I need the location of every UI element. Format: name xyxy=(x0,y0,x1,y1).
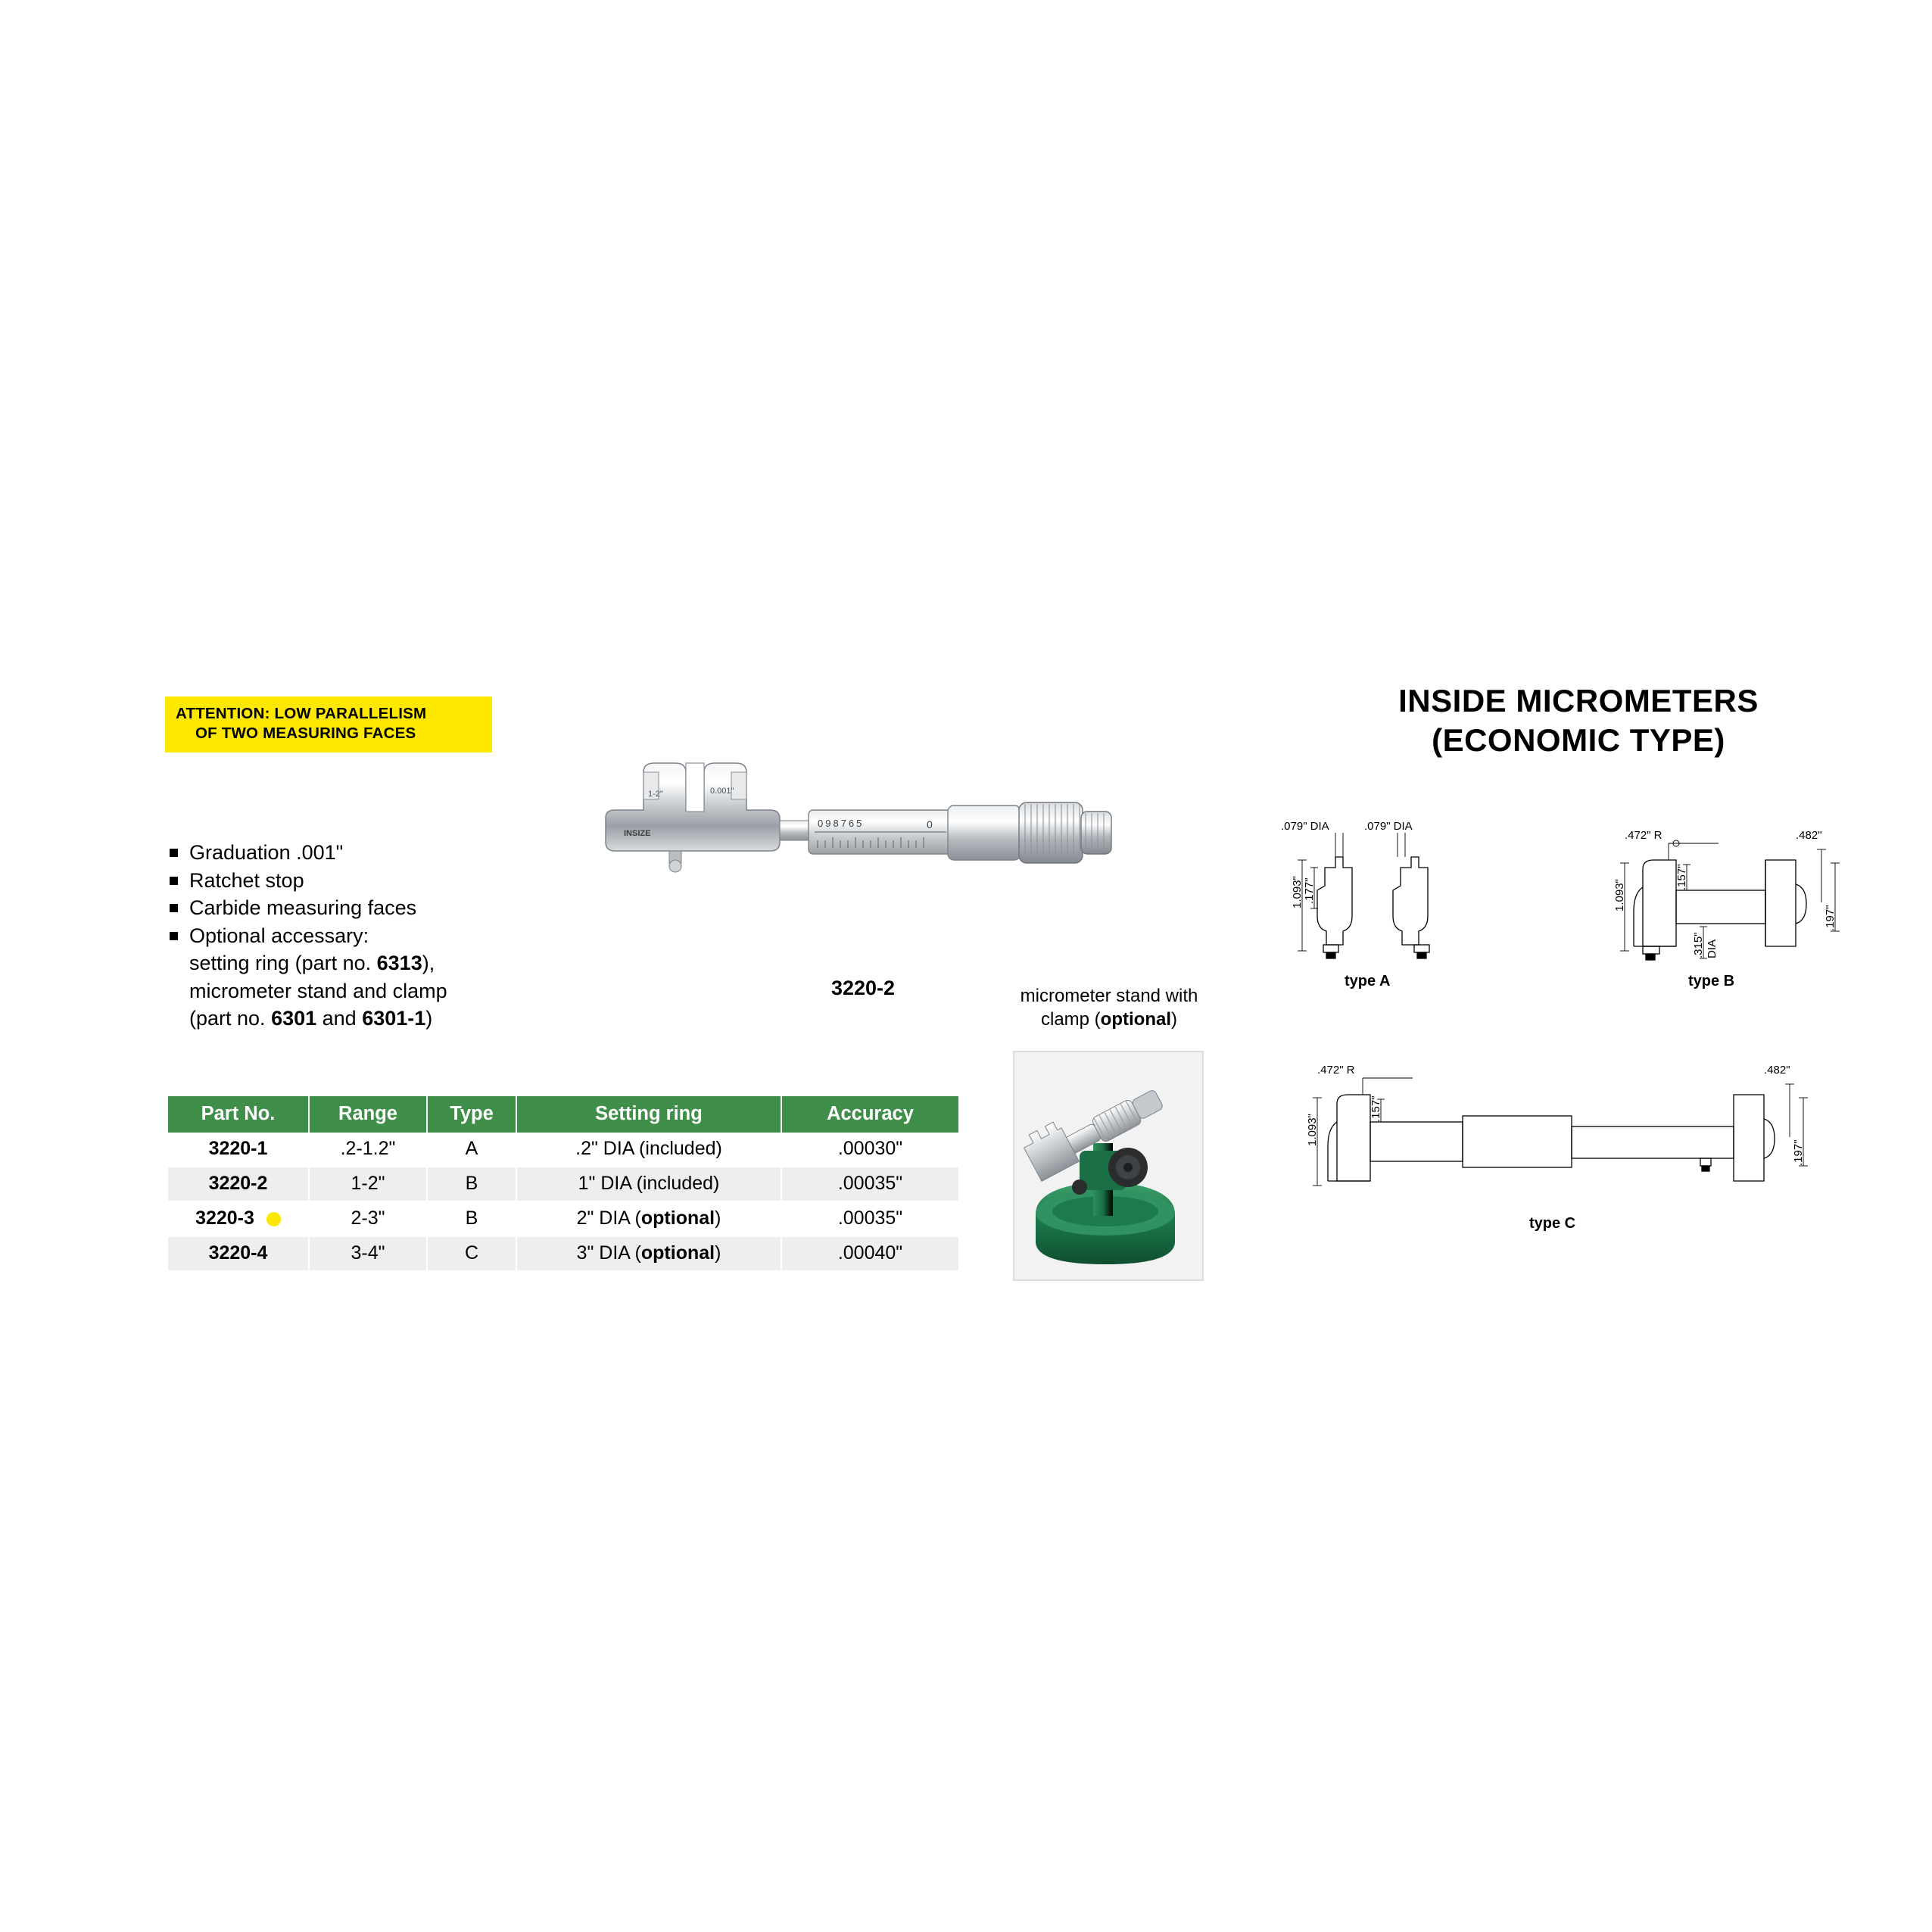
cell-range: 3-4" xyxy=(309,1236,427,1271)
brand-text: INSIZE xyxy=(624,829,651,838)
column-header-setting-ring: Setting ring xyxy=(516,1096,781,1133)
cell-accuracy: .00035" xyxy=(781,1167,958,1201)
table-header-row xyxy=(168,1096,958,1133)
cell-setting-ring xyxy=(516,1133,781,1167)
dim-177: .177" xyxy=(1303,877,1316,904)
cell-part-no xyxy=(168,1167,309,1201)
ring-post: ) xyxy=(713,1173,720,1194)
cell-range: 2-3" xyxy=(309,1201,427,1236)
column-header-type: Type xyxy=(427,1096,516,1133)
ring-post: ) xyxy=(715,1138,722,1159)
title-line-2: (ECONOMIC TYPE) xyxy=(1432,722,1725,758)
cell-type: B xyxy=(427,1201,516,1236)
attention-line-1: ATTENTION: LOW PARALLELISM xyxy=(176,705,427,722)
ring-post: ) xyxy=(715,1242,721,1264)
dim-157: .157" xyxy=(1370,1095,1382,1122)
accessory-line1-post: ), xyxy=(422,952,435,974)
ring-pre: 1" DIA ( xyxy=(578,1173,643,1194)
table-row xyxy=(168,1201,958,1236)
dim-dia-label: DIA xyxy=(1706,939,1719,958)
dim-482: .482" xyxy=(1796,829,1822,842)
cell-setting-ring xyxy=(516,1201,781,1236)
dim-482: .482" xyxy=(1764,1064,1790,1077)
stand-caption xyxy=(984,984,1234,1031)
part-no-text: 3220-2 xyxy=(208,1173,268,1194)
accessory-line2: micrometer stand and clamp xyxy=(189,979,447,1002)
dim-1093: 1.093" xyxy=(1613,879,1626,911)
technical-drawing-type-b xyxy=(1597,818,1885,1037)
cell-type: C xyxy=(427,1236,516,1271)
specification-table xyxy=(168,1096,958,1272)
cell-range: 1-2" xyxy=(309,1167,427,1201)
dim-472-r: .472" R xyxy=(1625,829,1662,842)
part-no-text: 3220-1 xyxy=(208,1138,268,1159)
accessory-partno-6301-1: 6301-1 xyxy=(362,1007,426,1030)
list-item: Carbide measuring faces xyxy=(165,894,521,922)
stand-caption-line1: micrometer stand with xyxy=(1020,986,1198,1006)
list-item: Ratchet stop xyxy=(165,867,521,895)
ring-pre: .2" DIA ( xyxy=(575,1138,646,1159)
ring-pre: 3" DIA ( xyxy=(576,1242,641,1264)
dim-472-r: .472" R xyxy=(1317,1064,1355,1077)
technical-drawing-type-c xyxy=(1279,1052,1885,1279)
cell-part-no xyxy=(168,1201,309,1236)
dim-197: .197" xyxy=(1792,1139,1805,1166)
title-line-1: INSIDE MICROMETERS xyxy=(1398,683,1759,718)
drawing-label-type-c: type C xyxy=(1529,1215,1576,1232)
table-row xyxy=(168,1236,958,1271)
accessory-partno-6313: 6313 xyxy=(376,952,422,974)
cell-setting-ring xyxy=(516,1167,781,1201)
part-no-text: 3220-4 xyxy=(208,1242,268,1264)
ring-pre: 2" DIA ( xyxy=(576,1208,641,1229)
cell-part-no xyxy=(168,1133,309,1167)
cell-part-no xyxy=(168,1236,309,1271)
accessory-line3-mid: and xyxy=(316,1007,363,1030)
sleeve-digits: 098765 xyxy=(818,818,865,829)
dim-315: .315" xyxy=(1692,932,1705,958)
cell-accuracy: .00040" xyxy=(781,1236,958,1271)
ring-bold: included xyxy=(645,1138,716,1159)
list-item: Optional accessary: xyxy=(165,922,521,950)
optional-accessory-detail xyxy=(165,949,521,1033)
ring-bold: optional xyxy=(640,1208,715,1229)
dim-1093: 1.093" xyxy=(1306,1114,1319,1146)
table-row xyxy=(168,1167,958,1201)
highlight-dot-icon xyxy=(266,1212,281,1226)
product-photo-inside-micrometer xyxy=(591,727,1136,969)
graduation-marking: 0.001" xyxy=(710,787,734,796)
attention-line-2: OF TWO MEASURING FACES xyxy=(195,724,416,742)
dim-1093: 1.093" xyxy=(1291,876,1304,908)
ring-post: ) xyxy=(715,1208,721,1229)
cell-setting-ring xyxy=(516,1236,781,1271)
drawing-label-type-a: type A xyxy=(1345,973,1391,989)
list-item: Graduation .001" xyxy=(165,839,521,867)
thimble-zero: 0 xyxy=(927,818,933,830)
cell-range: .2-1.2" xyxy=(309,1133,427,1167)
cell-accuracy: .00035" xyxy=(781,1201,958,1236)
features-list xyxy=(165,839,521,1033)
main-photo-caption: 3220-2 xyxy=(830,977,896,999)
table-row xyxy=(168,1133,958,1167)
dim-079-dia-left: .079" DIA xyxy=(1281,820,1329,833)
part-no-text: 3220-3 xyxy=(195,1208,254,1229)
ring-bold: included xyxy=(642,1173,714,1194)
cell-type: B xyxy=(427,1167,516,1201)
ring-bold: optional xyxy=(640,1242,715,1264)
column-header-part-no: Part No. xyxy=(168,1096,309,1133)
accessory-line3-pre: (part no. xyxy=(189,1007,272,1030)
stand-caption-optional: optional xyxy=(1100,1009,1171,1030)
cell-type: A xyxy=(427,1133,516,1167)
accessory-line1-pre: setting ring (part no. xyxy=(189,952,377,974)
dim-197: .197" xyxy=(1824,905,1837,931)
accessory-partno-6301: 6301 xyxy=(271,1007,317,1030)
column-header-accuracy: Accuracy xyxy=(781,1096,958,1133)
product-photo-micrometer-stand xyxy=(1013,1051,1204,1281)
drawing-label-type-b: type B xyxy=(1688,973,1735,989)
dim-157: .157" xyxy=(1675,864,1688,890)
range-marking: 1-2" xyxy=(648,790,663,799)
stand-caption-line2-post: ) xyxy=(1171,1009,1177,1030)
accessory-line3-post: ) xyxy=(425,1007,433,1030)
column-header-range: Range xyxy=(309,1096,427,1133)
attention-banner xyxy=(165,696,492,753)
cell-accuracy: .00030" xyxy=(781,1133,958,1167)
dim-079-dia-right: .079" DIA xyxy=(1364,820,1413,833)
page-title xyxy=(1287,681,1870,760)
stand-caption-line2-pre: clamp ( xyxy=(1040,1009,1101,1030)
technical-drawing-type-a xyxy=(1279,818,1552,1037)
